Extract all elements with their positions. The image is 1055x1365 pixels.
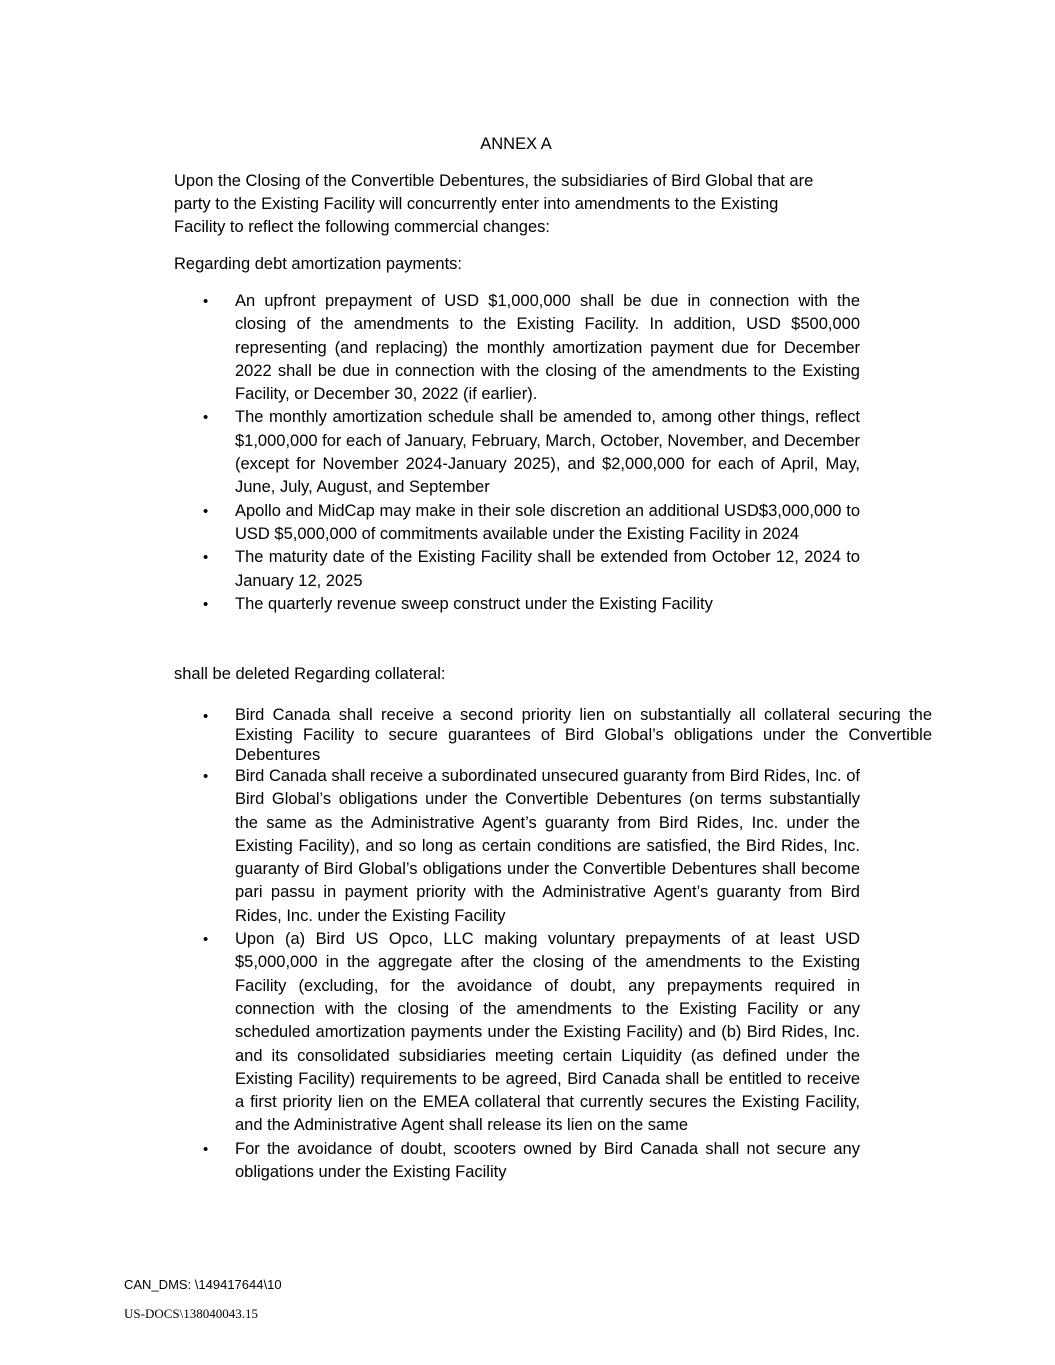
collateral-heading: shall be deleted Regarding collateral:: [174, 665, 446, 683]
debt-list: [174, 290, 860, 616]
intro-paragraph: Upon the Closing of the Convertible Debentures, the subsidiaries of Bird Global that are party to the Existing Facility will concurrently enter into amendments to the Existing Facility to reflect the following commercial changes:: [174, 172, 814, 236]
annex-title: ANNEX A: [480, 135, 552, 153]
footer-docref-us: US-DOCS\138040043.15: [124, 1306, 258, 1321]
footer-docref-can: CAN_DMS: \149417644\10: [124, 1277, 282, 1292]
list-item-text: Bird Canada shall receive a subordinated unsecured guaranty from Bird Rides, Inc. of Bird Global’s obligations under the Convertible Debentures (on terms substantially the same as the Administrative Agent’s guaranty from Bird Rides, Inc. under the Existing Facility), and so long as certain conditions are satisfied, the Bird Rides, Inc. guaranty of Bird Global’s obligations under the Convertible Debentures shall become pari passu in payment priority with the Administrative Agent’s guaranty from Bird Rides, Inc. under the Existing Facility: [235, 767, 860, 925]
bullet-icon: •: [203, 502, 209, 520]
debt-heading: Regarding debt amortization payments:: [174, 255, 462, 273]
list-item-text: The maturity date of the Existing Facility shall be extended from October 12, 2024 to January 12, 2025: [235, 548, 860, 590]
list-item-text: Bird Canada shall receive a second priority lien on substantially all collateral securing the Existing Facility to secure guarantees of Bird Global’s obligations under the Convertible Debentures: [235, 706, 932, 764]
list-item: [174, 500, 860, 547]
list-item: [174, 546, 860, 593]
list-item-text: Upon (a) Bird US Opco, LLC making voluntary prepayments of at least USD $5,000,000 in the aggregate after the closing of the amendments to the Existing Facility (excluding, for the avoidance of doubt, any prepayments required in connection with the closing of the amendments to the Existing Facility or any scheduled amortization payments under the Existing Facility) and (b) Bird Rides, Inc. and its consolidated subsidiaries meeting certain Liquidity (as defined under the Existing Facility) requirements to be agreed, Bird Canada shall be entitled to receive a first priority lien on the EMEA collateral that currently secures the Existing Facility, and the Administrative Agent shall release its lien on the same: [235, 930, 860, 1135]
list-item-text: The monthly amortization schedule shall be amended to, among other things, reflect $1,000,000 for each of January, February, March, October, November, and December (except for November 2024-January 2025), and $2,000,000 for each of April, May, June, July, August, and September: [235, 408, 860, 497]
bullet-icon: •: [203, 768, 209, 785]
bullet-icon: •: [203, 409, 209, 427]
list-item: [174, 765, 860, 928]
bullet-icon: •: [203, 1140, 209, 1158]
list-item: [174, 406, 860, 499]
list-item-text: For the avoidance of doubt, scooters owned by Bird Canada shall not secure any obligations under the Existing Facility: [235, 1139, 860, 1182]
bullet-icon: •: [203, 293, 209, 310]
collateral-list: [174, 705, 932, 1184]
list-item-text: Apollo and MidCap may make in their sole discretion an additional USD$3,000,000 to USD $5,000,000 of commitments available under the Existing Facility in 2024: [235, 501, 860, 543]
list-item: [174, 290, 860, 406]
list-item-text: The quarterly revenue sweep construct under the Existing Facility: [235, 594, 713, 613]
list-item: [174, 705, 932, 765]
bullet-icon: •: [203, 549, 209, 567]
bullet-icon: •: [203, 595, 209, 613]
bullet-icon: •: [203, 931, 209, 949]
list-item: [174, 928, 860, 1138]
list-item: [174, 593, 860, 616]
list-item: [174, 1138, 860, 1185]
bullet-icon: •: [203, 708, 209, 725]
list-item-text: An upfront prepayment of USD $1,000,000 shall be due in connection with the closing of the amendments to the Existing Facility. In addition, USD $500,000 representing (and replacing) the monthly amortization payment due for December 2022 shall be due in connection with the closing of the amendments to the Existing Facility, or December 30, 2022 (if earlier).: [235, 292, 860, 404]
